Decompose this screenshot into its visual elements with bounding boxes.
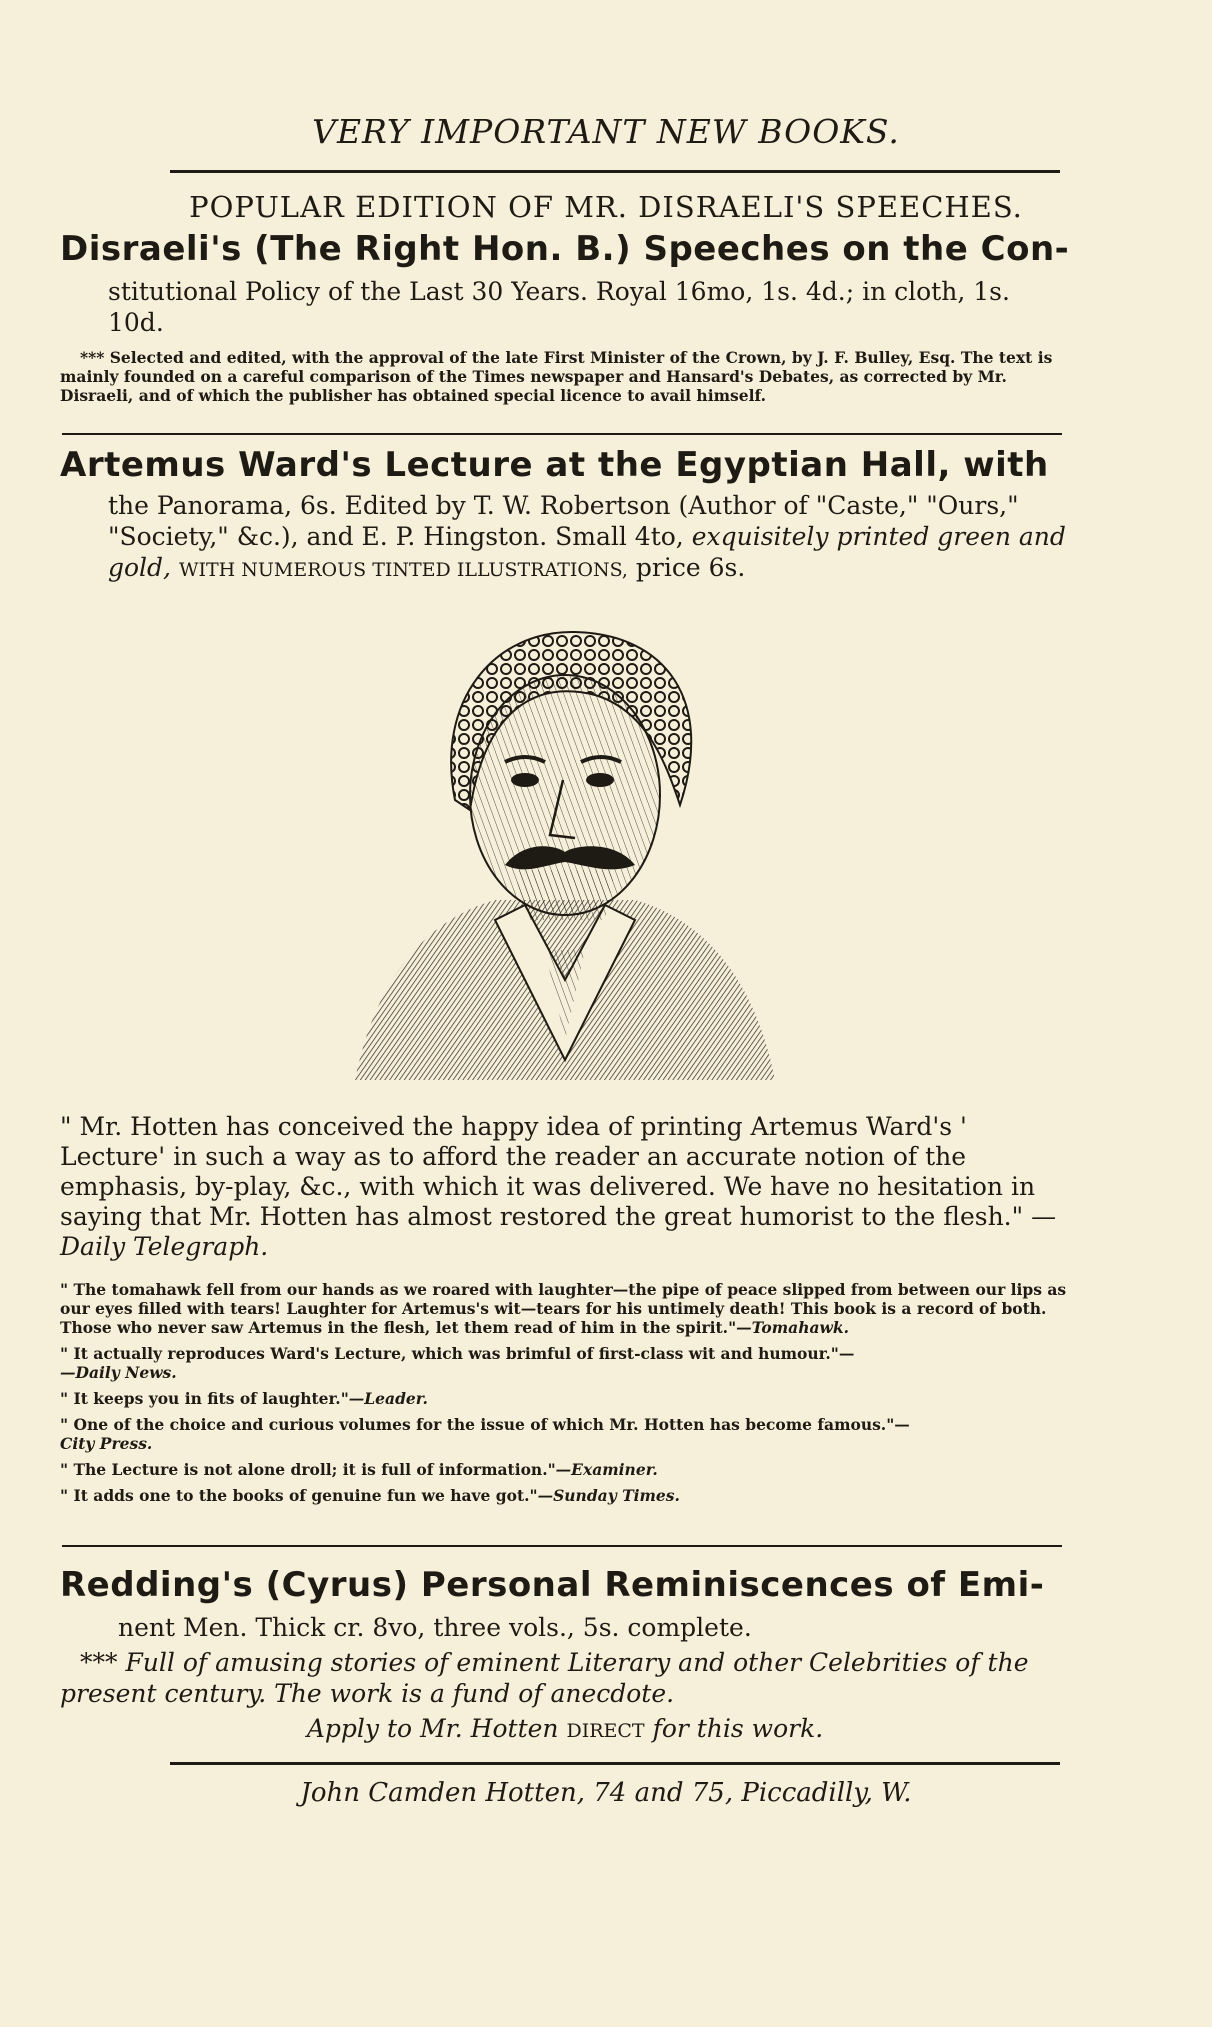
main-review-text: " Mr. Hotten has conceived the happy idea of printing Artemus Ward's ' Lecture' in such a way as to afford the reader an accurate notion of the emphasis, by-play, &c., with which it was delivered. We have no hesitation in saying that Mr. Hotten has almost restored the great humorist to the flesh." [60, 1112, 1036, 1231]
redding-note: *** Full of amusing stories of eminent Literary and other Celebrities of the present century. The work is a fund of anecdote. [60, 1648, 1029, 1708]
disraeli-details: stitutional Policy of the Last 30 Years. Royal 16mo, 1s. 4d.; in cloth, 1s. 10d. [108, 277, 1010, 337]
main-review-source: —Daily Telegraph. [60, 1202, 1057, 1261]
disraeli-entry [60, 226, 1070, 405]
artemus-details-price: price 6s. [635, 553, 746, 582]
apply-text-1: Apply to Mr. Hotten [306, 1714, 559, 1743]
rule-after-artemus [62, 1545, 1062, 1547]
review-quote: " It actually reproduces Ward's Lecture, which was brimful of first-class wit and humour."— —Daily News. [60, 1344, 855, 1382]
apply-text-2: for this work. [652, 1714, 824, 1743]
short-reviews [60, 1280, 1070, 1505]
redding-heading: Redding's (Cyrus) Personal Reminiscences of Emi- [60, 1565, 1045, 1605]
artemus-entry [60, 442, 1070, 586]
apply-direct: DIRECT [566, 1720, 645, 1742]
disraeli-section-title: POPULAR EDITION OF MR. DISRAELI'S SPEECHES. [189, 190, 1023, 224]
main-review-quote [60, 1112, 1070, 1262]
review-quote: " It adds one to the books of genuine fun we have got."—Sunday Times. [60, 1486, 680, 1505]
artemus-details-caps: WITH NUMEROUS TINTED ILLUSTRATIONS, [178, 559, 628, 581]
artemus-details [60, 490, 1070, 586]
redding-entry [60, 1562, 1070, 1747]
top-rule [170, 170, 1060, 173]
publisher-footer: John Camden Hotten, 74 and 75, Piccadilly, W. [300, 1778, 912, 1808]
disraeli-heading: Disraeli's (The Right Hon. B.) Speeches on the Con- [60, 229, 1070, 269]
rule-after-disraeli [62, 433, 1062, 435]
review-quote: " It keeps you in fits of laughter."—Leader. [60, 1389, 428, 1408]
disraeli-note: *** Selected and edited, with the approval of the late First Minister of the Crown, by J. F. Bulley, Esq. The text is mainly founded on a careful comparison of the Times newspaper and Hansard's Debates, as corrected by Mr. Disraeli, and of which the publisher has obtained special licence to avail himself. [60, 348, 1053, 405]
artemus-reviews [60, 1112, 1070, 1512]
review-quote: " The tomahawk fell from our hands as we roared with laughter—the pipe of peace slipped from between our lips as our eyes filled with tears! Laughter for Artemus's wit—tears for his untimely death! This book is a record of both. Those who never saw Artemus in the flesh, let them read of him in the spirit."—Tomahawk. [60, 1280, 1067, 1337]
review-quote: " The Lecture is not alone droll; it is full of information."—Examiner. [60, 1460, 658, 1479]
review-quote: " One of the choice and curious volumes for the issue of which Mr. Hotten has become famous."— City Press. [60, 1415, 910, 1453]
artemus-details-italic: exquisitely printed green and gold, [108, 522, 1066, 582]
redding-details: nent Men. Thick cr. 8vo, three vols., 5s. complete. [118, 1613, 752, 1642]
running-head: VERY IMPORTANT NEW BOOKS. [312, 112, 900, 151]
artemus-ward-portrait [345, 620, 785, 1090]
artemus-heading: Artemus Ward's Lecture at the Egyptian Hall, with [60, 445, 1049, 485]
redding-apply [60, 1713, 1070, 1747]
rule-before-footer [170, 1762, 1060, 1765]
artemus-details-text: the Panorama, 6s. Edited by T. W. Robertson (Author of "Caste," "Ours," "Society," &c.), and E. P. Hingston. Small 4to, [108, 491, 1019, 551]
